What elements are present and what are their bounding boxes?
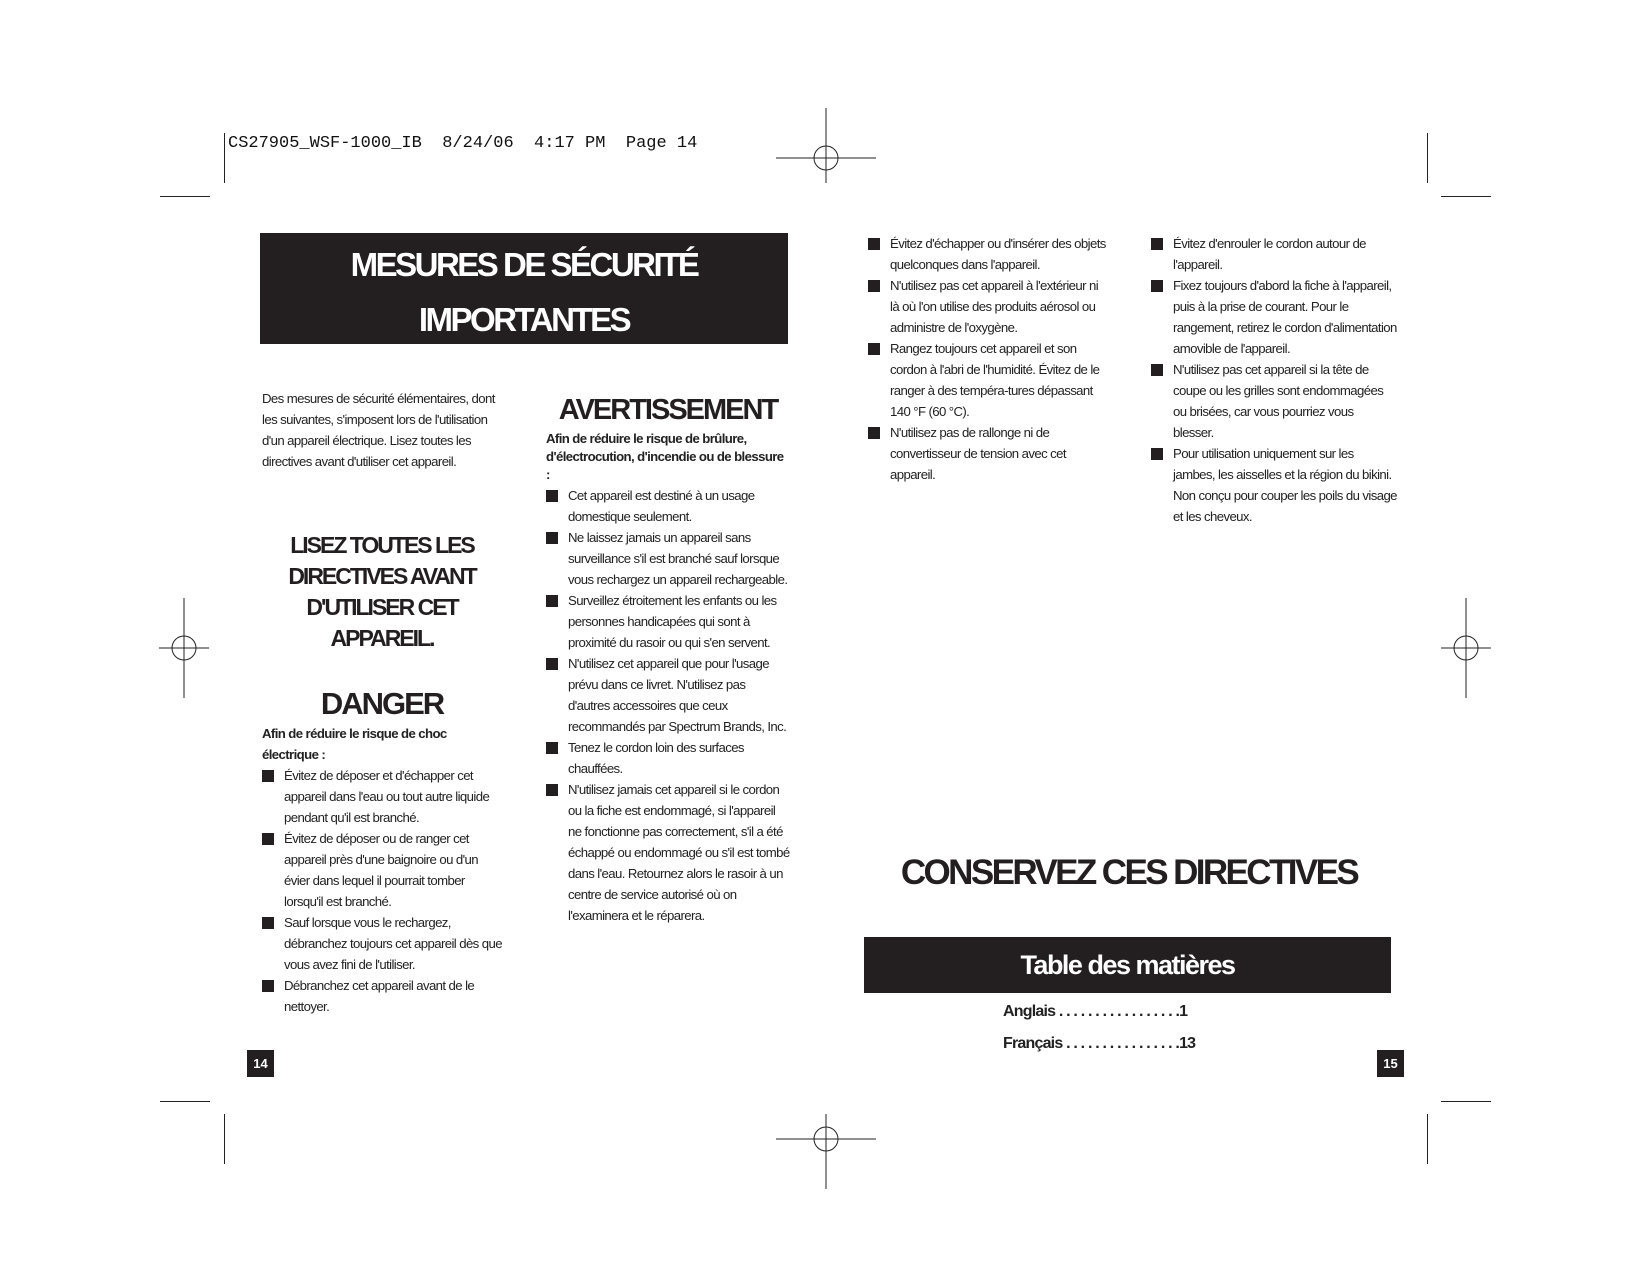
list-item: N'utilisez cet appareil que pour l'usage prévu dans ce livret. N'utilisez pas d'autres accessoires que ceux recommandés par Spectrum Brands, Inc. bbox=[546, 653, 790, 737]
list-item: Tenez le cordon loin des surfaces chauffées. bbox=[546, 737, 790, 779]
safety-title-banner bbox=[260, 233, 788, 344]
toc-entry-dots: . . . . . . . . . . . . . . . . . bbox=[1055, 1003, 1180, 1020]
toc-banner bbox=[864, 937, 1391, 993]
page-number-right: 15 bbox=[1377, 1050, 1404, 1077]
crop-mark bbox=[1441, 1101, 1491, 1102]
read-heading-line: DIRECTIVES AVANT bbox=[288, 563, 476, 589]
toc-entry-label: Anglais bbox=[1003, 1003, 1056, 1020]
toc-entry-dots: . . . . . . . . . . . . . . . . bbox=[1062, 1035, 1180, 1052]
registration-mark-icon bbox=[1416, 598, 1516, 698]
list-item: Pour utilisation uniquement sur les jambes, les aisselles et la région du bikini. Non conçu pour couper les poils du visage et les cheveux. bbox=[1151, 443, 1397, 527]
safety-title-line1: MESURES DE SÉCURITÉ bbox=[350, 246, 698, 283]
list-item: Cet appareil est destiné à un usage domestique seulement. bbox=[546, 485, 790, 527]
registration-mark-icon bbox=[776, 1089, 876, 1189]
right-column-1-list bbox=[868, 233, 1108, 485]
warning-lead: Afin de réduire le risque de brûlure, d'électrocution, d'incendie ou de blessure : bbox=[546, 431, 784, 482]
registration-mark-icon bbox=[134, 598, 234, 698]
danger-heading: DANGER bbox=[320, 686, 444, 721]
crop-mark bbox=[224, 1114, 225, 1164]
registration-mark-icon bbox=[776, 108, 876, 208]
warning-heading: AVERTISSEMENT bbox=[558, 394, 778, 426]
list-item: N'utilisez pas de rallonge ni de convertisseur de tension avec cet appareil. bbox=[868, 422, 1108, 485]
intro-text: Des mesures de sécurité élémentaires, dont les suivantes, s'imposent lors de l'utilisation d'un appareil électrique. Lisez toutes les directives avant d'utiliser cet appareil. bbox=[262, 391, 495, 469]
list-item: Ne laissez jamais un appareil sans surveillance s'il est branché sauf lorsque vous rechargez un appareil rechargeable. bbox=[546, 527, 790, 590]
safety-title-line2: IMPORTANTES bbox=[418, 301, 630, 338]
list-item: Évitez de déposer et d'échapper cet appareil dans l'eau ou tout autre liquide pendant qu'il est branché. bbox=[262, 765, 506, 828]
read-heading-line: LISEZ TOUTES LES bbox=[290, 532, 474, 558]
toc-entry-page: 1 bbox=[1179, 1003, 1188, 1020]
read-heading-line: D'UTILISER CET bbox=[306, 594, 458, 620]
toc-entry-label: Français bbox=[1003, 1035, 1063, 1052]
read-heading-line: APPAREIL. bbox=[330, 625, 434, 651]
list-item: Sauf lorsque vous le rechargez, débranchez toujours cet appareil dès que vous avez fini de l'utiliser. bbox=[262, 912, 506, 975]
crop-mark bbox=[1427, 1114, 1428, 1164]
crop-mark bbox=[160, 196, 210, 197]
warning-list bbox=[546, 485, 790, 926]
list-item: N'utilisez jamais cet appareil si le cordon ou la fiche est endommagé, si l'appareil ne fonctionne pas correctement, s'il a été échappé ou endommagé ou s'il est tombé dans l'eau. Retournez alors le rasoir à un centre de service autorisé où on l'examinera et le réparera. bbox=[546, 779, 790, 926]
save-directives-heading: CONSERVEZ CES DIRECTIVES bbox=[900, 853, 1358, 892]
danger-list bbox=[262, 765, 506, 1017]
crop-mark bbox=[160, 1101, 210, 1102]
read-directives-heading bbox=[262, 530, 502, 654]
list-item: Fixez toujours d'abord la fiche à l'appareil, puis à la prise de courant. Pour le rangement, retirez le cordon d'alimentation amovible de l'appareil. bbox=[1151, 275, 1397, 359]
crop-mark bbox=[1441, 196, 1491, 197]
list-item: N'utilisez pas cet appareil à l'extérieur ni là où l'on utilise des produits aérosol ou administre de l'oxygène. bbox=[868, 275, 1108, 338]
page-number-left: 14 bbox=[247, 1050, 274, 1077]
list-item: Évitez d'échapper ou d'insérer des objets quelconques dans l'appareil. bbox=[868, 233, 1108, 275]
list-item: Débranchez cet appareil avant de le nettoyer. bbox=[262, 975, 506, 1017]
toc-title: Table des matières bbox=[1020, 950, 1235, 980]
list-item: N'utilisez pas cet appareil si la tête de coupe ou les grilles sont endommagées ou brisées, car vous pourriez vous blesser. bbox=[1151, 359, 1397, 443]
toc-entry[interactable] bbox=[1003, 1035, 1195, 1053]
crop-mark bbox=[1427, 133, 1428, 183]
crop-mark bbox=[224, 133, 225, 183]
list-item: Rangez toujours cet appareil et son cordon à l'abri de l'humidité. Évitez de le ranger à des tempéra-tures dépassant 140 °F (60 °C). bbox=[868, 338, 1108, 422]
list-item: Surveillez étroitement les enfants ou les personnes handicapées qui sont à proximité du rasoir ou qui s'en servent. bbox=[546, 590, 790, 653]
danger-lead: Afin de réduire le risque de choc électrique : bbox=[262, 726, 447, 762]
toc-entry-page: 13 bbox=[1179, 1035, 1196, 1052]
list-item: Évitez d'enrouler le cordon autour de l'appareil. bbox=[1151, 233, 1397, 275]
right-column-2-list bbox=[1151, 233, 1397, 527]
print-slug: CS27905_WSF-1000_IB 8/24/06 4:17 PM Page 14 bbox=[228, 134, 698, 153]
toc-entry[interactable] bbox=[1003, 1003, 1187, 1021]
list-item: Évitez de déposer ou de ranger cet appareil près d'une baignoire ou d'un évier dans lequel il pourrait tomber lorsqu'il est branché. bbox=[262, 828, 506, 912]
